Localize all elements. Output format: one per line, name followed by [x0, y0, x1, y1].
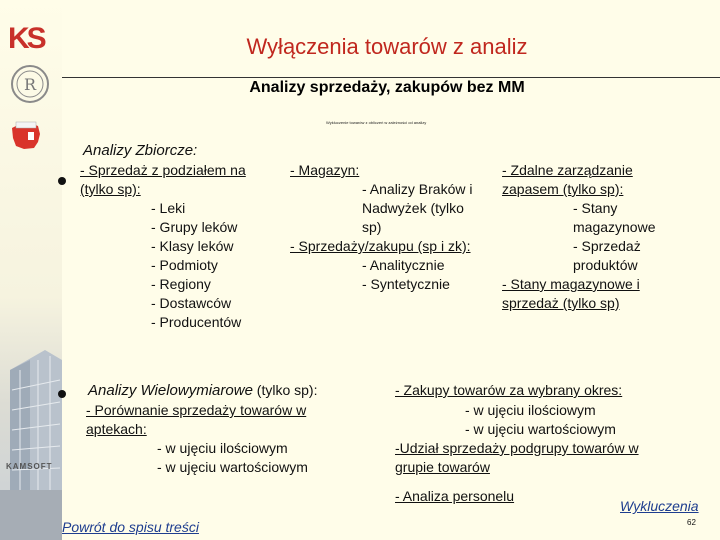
- kamsoft-label: KAMSOFT: [6, 462, 53, 471]
- magazyn-line7: - Syntetycznie: [362, 276, 450, 292]
- zakupy-line1[interactable]: - Zakupy towarów za wybrany okres:: [395, 382, 623, 398]
- zdalne-line8[interactable]: sprzedaż (tylko sp): [502, 295, 620, 311]
- wielowymiarowe-heading-suffix: (tylko sp):: [252, 382, 318, 398]
- zdalne-line7[interactable]: - Stany magazynowe i: [502, 276, 640, 292]
- zdalne-line3: - Stany: [573, 200, 618, 216]
- zbiorcze-line1[interactable]: - Sprzedaż z podziałem na: [80, 162, 246, 178]
- zbiorcze-line2[interactable]: (tylko sp):: [80, 181, 141, 197]
- svg-text:R: R: [23, 75, 37, 94]
- zakupy-line3: - w ujęciu wartościowym: [465, 421, 616, 437]
- magazyn-line6: - Analitycznie: [362, 257, 445, 273]
- zbiorcze-item-podmioty: - Podmioty: [151, 257, 218, 273]
- zakupy-line2: - w ujęciu ilościowym: [465, 402, 596, 418]
- bullet-zbiorcze: [58, 177, 66, 185]
- wielowymiarowe-heading-title: Analizy Wielowymiarowe: [88, 382, 253, 399]
- zakupy-line6[interactable]: - Analiza personelu: [395, 488, 515, 504]
- registered-seal-icon: [10, 64, 50, 104]
- zbiorcze-item-regiony: - Regiony: [151, 276, 211, 292]
- wielowymiarowe-line3: - w ujęciu ilościowym: [157, 440, 288, 456]
- zakupy-line5[interactable]: grupie towarów: [395, 459, 490, 475]
- zbiorcze-item-klasy: - Klasy leków: [151, 238, 234, 254]
- zbiorcze-item-grupy: - Grupy leków: [151, 219, 238, 235]
- magazyn-line4: sp): [362, 219, 382, 235]
- wykluczenia-link[interactable]: Wykluczenia: [620, 498, 699, 514]
- zakupy-line4[interactable]: -Udział sprzedaży podgrupy towarów w: [395, 440, 639, 456]
- page-number: 62: [687, 518, 696, 527]
- zbiorcze-item-producentow: - Producentów: [151, 314, 242, 330]
- magazyn-line1[interactable]: - Magazyn:: [290, 162, 360, 178]
- zdalne-line2[interactable]: zapasem (tylko sp):: [502, 181, 624, 197]
- sidebar: [0, 0, 62, 540]
- zbiorcze-item-leki: - Leki: [151, 200, 186, 216]
- bullet-wielowymiarowe: [58, 390, 66, 398]
- back-to-contents-link[interactable]: Powrót do spisu treści: [62, 519, 199, 535]
- title-divider: [62, 77, 720, 78]
- magazyn-line3: Nadwyżek (tylko: [362, 200, 464, 216]
- small-caption: Wykluczenie towarów z obliczeń w zależności od analizy: [326, 120, 427, 125]
- magazyn-line2: - Analizy Braków i: [362, 181, 473, 197]
- wielowymiarowe-line4: - w ujęciu wartościowym: [157, 459, 308, 475]
- zbiorcze-heading: Analizy Zbiorcze:: [83, 142, 198, 159]
- ks-logo: KS: [8, 22, 44, 55]
- poland-map-icon: [8, 118, 44, 154]
- wielowymiarowe-line2[interactable]: aptekach:: [86, 421, 147, 437]
- wielowymiarowe-heading: [88, 381, 318, 400]
- zdalne-line4: magazynowe: [573, 219, 656, 235]
- zdalne-line1[interactable]: - Zdalne zarządzanie: [502, 162, 633, 178]
- building-image: [0, 330, 62, 540]
- zbiorcze-item-dostawcow: - Dostawców: [151, 295, 232, 311]
- zdalne-line5: - Sprzedaż: [573, 238, 641, 254]
- page-subtitle: Analizy sprzedaży, zakupów bez MM: [249, 79, 525, 96]
- page-title: Wyłączenia towarów z analiz: [246, 34, 528, 59]
- zdalne-line6: produktów: [573, 257, 638, 273]
- wielowymiarowe-line1[interactable]: - Porównanie sprzedaży towarów w: [86, 402, 307, 418]
- magazyn-line5[interactable]: - Sprzedaży/zakupu (sp i zk):: [290, 238, 471, 254]
